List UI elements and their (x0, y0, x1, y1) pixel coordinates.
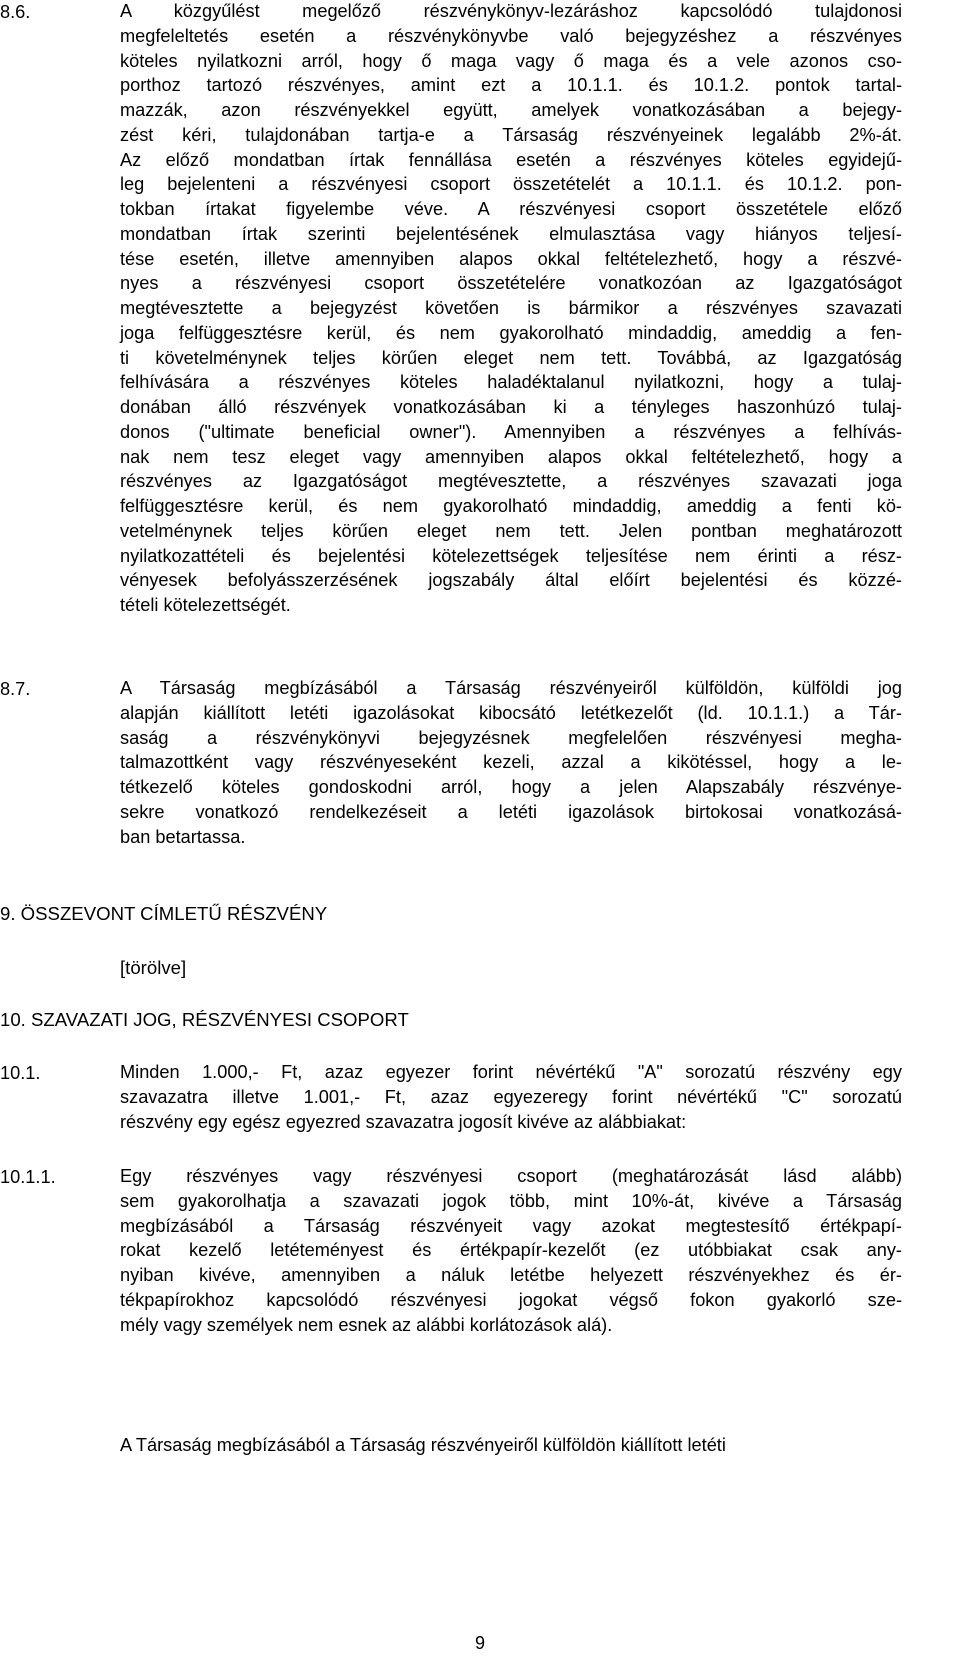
section-number: 8.7. (0, 679, 31, 699)
text-line: nak nem tesz eleget vagy amennyiben alapos okkal feltételezhető, hogy a (120, 446, 902, 467)
section-body (120, 676, 902, 849)
heading-section-10: 10. SZAVAZATI JOG, RÉSZVÉNYESI CSOPORT (0, 1009, 409, 1030)
section-body (120, 1164, 902, 1337)
text-line: vetelménynek teljes körűen eleget nem tett. Jelen pontban meghatározott (120, 520, 902, 541)
text-line: porthoz tartozó részvényes, amint ezt a 10.1.1. és 10.1.2. pontok tartal- (120, 75, 902, 96)
text-line: tételi kötelezettségét. (120, 595, 291, 615)
text-line: tékpapírokhoz kapcsolódó részvényesi jogokat végső fokon gyakorló sze- (120, 1289, 902, 1310)
section-body (120, 1433, 902, 1458)
text-line: megtévesztette a bejegyzést követően is bármikor a részvényes szavazati (120, 298, 902, 318)
text-line: A közgyűlést megelőző részvénykönyv-lezáráshoz kapcsolódó tulajdonosi (120, 1, 902, 21)
text-line: joga felfüggesztésre kerül, és nem gyakorolható mindaddig, ameddig a fen- (120, 322, 902, 343)
text-line: mély vagy személyek nem esnek az alábbi korlátozások alá). (120, 1314, 613, 1335)
text-line: A Társaság megbízásából a Társaság részvényeiről külföldön, külföldi jog (120, 678, 902, 698)
text-line: alapján kiállított letéti igazolásokat kibocsátó letétkezelőt (ld. 10.1.1.) a Tár- (120, 702, 902, 723)
section-number: 10.1.1. (0, 1167, 56, 1187)
text-line: saság a részvénykönyvi bejegyzésnek megfelelően részvényesi megha- (120, 727, 902, 748)
text-line: felhívására a részvényes köteles haladéktalanul nyilatkozni, hogy a tulaj- (120, 372, 902, 393)
text-line: sekre vonatkozó rendelkezéseit a letéti igazolások birtokosai vonatkozásá- (120, 801, 902, 822)
text-line: tése esetén, illetve amennyiben alapos okkal feltételezhető, hogy a részvé- (120, 248, 902, 269)
text-line: nyes a részvényesi csoport összetételére vonatkozóan az Igazgatóságot (120, 273, 902, 294)
section-body (120, 0, 902, 618)
text-line: szavazatra illetve 1.001,- Ft, azaz egyezeregy forint névértékű "C" sorozatú (120, 1086, 902, 1107)
text-line: felfüggesztésre kerül, és nem gyakorolható mindaddig, ameddig a fenti kö- (120, 496, 902, 516)
text-line: megfeleltetés esetén a részvénykönyvbe való bejegyzéshez a részvényes (120, 25, 902, 46)
text-line: ti követelménynek teljes körűen eleget nem tett. Továbbá, az Igazgatóság (120, 347, 902, 368)
section-body (120, 1060, 902, 1134)
text-line: sem gyakorolhatja a szavazati jogok több, mint 10%-át, kivéve a Társaság (120, 1190, 902, 1211)
section-number: 8.6. (0, 2, 31, 22)
text-line: donában álló részvények vonatkozásában ki a tényleges haszonhúzó tulaj- (120, 397, 902, 417)
text-line: megbízásából a Társaság részvényeit vagy azokat megtestesítő értékpapí- (120, 1215, 902, 1236)
text-line: részvényes az Igazgatóságot megtévesztette, a részvényes szavazati joga (120, 471, 902, 492)
text-line: donos ("ultimate beneficial owner"). Amennyiben a részvényes a felhívás- (120, 421, 902, 442)
text-line: tokban írtakat figyelembe véve. A részvényesi csoport összetétele előző (120, 199, 902, 219)
text-line: Az előző mondatban írtak fennállása esetén a részvényes köteles egyidejű- (120, 149, 902, 170)
text-line: tétkezelő köteles gondoskodni arról, hogy a jelen Alapszabály részvénye- (120, 777, 902, 797)
text-line: Egy részvényes vagy részvényesi csoport (meghatározását lásd alább) (120, 1166, 902, 1186)
text-line: ban betartassa. (120, 826, 246, 847)
text-line: A Társaság megbízásából a Társaság részvényeiről külföldön kiállított letéti (120, 1435, 726, 1455)
deleted-marker: [törölve] (120, 957, 187, 978)
text-line: nyiban kivéve, amennyiben a náluk letétbe helyezett részvényekhez és ér- (120, 1265, 902, 1285)
section-number: 10.1. (0, 1063, 41, 1083)
heading-section-9: 9. ÖSSZEVONT CÍMLETŰ RÉSZVÉNY (0, 903, 328, 924)
text-line: köteles nyilatkozni arról, hogy ő maga vagy ő maga és a vele azonos cso- (120, 50, 902, 71)
text-line: rokat kezelő letéteményest és értékpapír-kezelőt (ez utóbbiakat csak any- (120, 1240, 902, 1261)
text-line: részvény egy egész egyezred szavazatra jogosít kivéve az alábbiakat: (120, 1111, 687, 1132)
text-line: mazzák, azon részvényekkel együtt, amelyek vonatkozásában a bejegy- (120, 100, 902, 120)
text-line: Minden 1.000,- Ft, azaz egyezer forint névértékű "A" sorozatú részvény egy (120, 1062, 902, 1082)
text-line: leg bejelenteni a részvényesi csoport összetételét a 10.1.1. és 10.1.2. pon- (120, 174, 902, 195)
text-line: talmazottként vagy részvényeseként kezeli, azzal a kikötéssel, hogy a le- (120, 752, 902, 773)
text-line: zést kéri, tulajdonában tartja-e a Társaság részvényeinek legalább 2%-át. (120, 124, 902, 145)
text-line: mondatban írtak szerinti bejelentésének elmulasztása vagy hiányos teljesí- (120, 223, 902, 244)
text-line: nyilatkozattételi és bejelentési kötelezettségek teljesítése nem érinti a rész- (120, 545, 902, 566)
text-line: vényesek befolyásszerzésének jogszabály által előírt bejelentési és közzé- (120, 570, 902, 591)
page-number: 9 (474, 1633, 485, 1653)
